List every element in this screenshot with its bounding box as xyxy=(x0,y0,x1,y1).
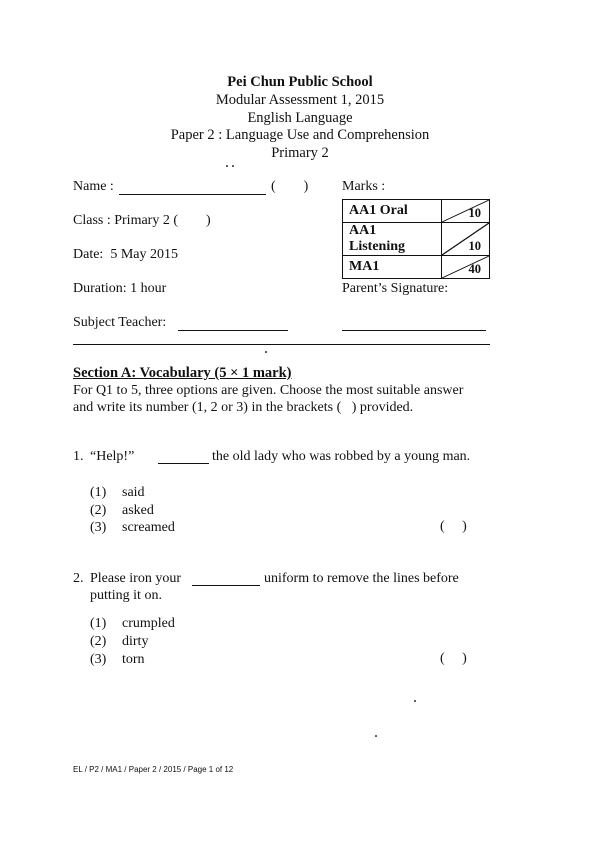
name-index-brackets: ( ) xyxy=(271,179,309,194)
level-title: Primary 2 xyxy=(271,145,329,161)
diagonal-slash-icon xyxy=(442,200,489,222)
option-number: (3) xyxy=(90,520,107,535)
question-blank[interactable] xyxy=(192,571,260,586)
option-text: said xyxy=(122,485,145,500)
marks-score-cell xyxy=(442,256,490,279)
option-number: (1) xyxy=(90,485,107,500)
option-number: (3) xyxy=(90,652,107,667)
marks-out-of: 10 xyxy=(468,206,481,220)
subject-teacher-field[interactable] xyxy=(178,316,288,331)
class-label: Class : Primary 2 ( ) xyxy=(73,213,211,228)
marks-score-cell xyxy=(442,223,490,256)
question-number: 2. xyxy=(73,571,84,586)
option-number: (1) xyxy=(90,616,107,631)
duration-label: Duration: 1 hour xyxy=(73,281,167,296)
section-a-title: Section A: Vocabulary (5 × 1 mark) xyxy=(73,365,292,381)
marks-table xyxy=(342,199,490,279)
header-divider xyxy=(73,344,490,345)
school-name: Pei Chun Public School xyxy=(227,74,373,90)
subject-teacher-label: Subject Teacher: xyxy=(73,315,167,330)
option-number: (2) xyxy=(90,503,107,518)
marks-label: Marks : xyxy=(342,179,386,194)
option-item xyxy=(90,502,154,519)
name-label: Name : xyxy=(73,179,114,194)
diagonal-slash-icon xyxy=(442,256,489,278)
marks-out-of: 40 xyxy=(468,262,481,276)
answer-brackets[interactable]: ( ) xyxy=(440,651,467,666)
question-blank[interactable] xyxy=(158,449,209,464)
marks-row-label: AA1 Oral xyxy=(343,200,442,223)
question-text: “Help!” xyxy=(90,449,135,464)
diagonal-slash-icon xyxy=(442,223,489,255)
option-text: asked xyxy=(122,503,154,518)
parent-signature-label: Parent’s Signature: xyxy=(342,281,449,296)
subject-title: English Language xyxy=(247,110,353,126)
section-a-instruction-line1: For Q1 to 5, three options are given. Choose the most suitable answer xyxy=(73,383,464,398)
marks-row xyxy=(343,223,490,256)
question-text: the old lady who was robbed by a young man. xyxy=(212,449,471,464)
marks-row-label: MA1 xyxy=(343,256,442,279)
parent-signature-field[interactable] xyxy=(342,316,486,331)
option-item xyxy=(90,519,175,536)
paper-title: Paper 2 : Language Use and Comprehension xyxy=(170,127,430,143)
question-number: 1. xyxy=(73,449,84,464)
option-text: screamed xyxy=(122,520,175,535)
question-text: Please iron your xyxy=(90,571,181,586)
marks-row xyxy=(343,200,490,223)
question-text: putting it on. xyxy=(90,588,162,603)
option-text: crumpled xyxy=(122,616,175,631)
option-text: torn xyxy=(122,652,145,667)
option-item xyxy=(90,633,148,650)
answer-brackets[interactable]: ( ) xyxy=(440,519,467,534)
assessment-title: Modular Assessment 1, 2015 xyxy=(215,92,385,108)
option-text: dirty xyxy=(122,634,149,649)
marks-score-cell xyxy=(442,200,490,223)
page-footer: EL / P2 / MA1 / Paper 2 / 2015 / Page 1 of 12 xyxy=(73,765,234,774)
marks-row-label: AA1 Listening xyxy=(343,223,442,256)
question-text: uniform to remove the lines before xyxy=(264,571,459,586)
option-number: (2) xyxy=(90,634,107,649)
name-field[interactable] xyxy=(119,180,266,195)
marks-row xyxy=(343,256,490,279)
date-label: Date: 5 May 2015 xyxy=(73,247,178,262)
option-item xyxy=(90,484,145,501)
section-a-instruction-line2: and write its number (1, 2 or 3) in the brackets ( ) provided. xyxy=(73,400,414,415)
option-item xyxy=(90,615,175,632)
option-item xyxy=(90,651,145,668)
marks-out-of: 10 xyxy=(468,239,481,253)
